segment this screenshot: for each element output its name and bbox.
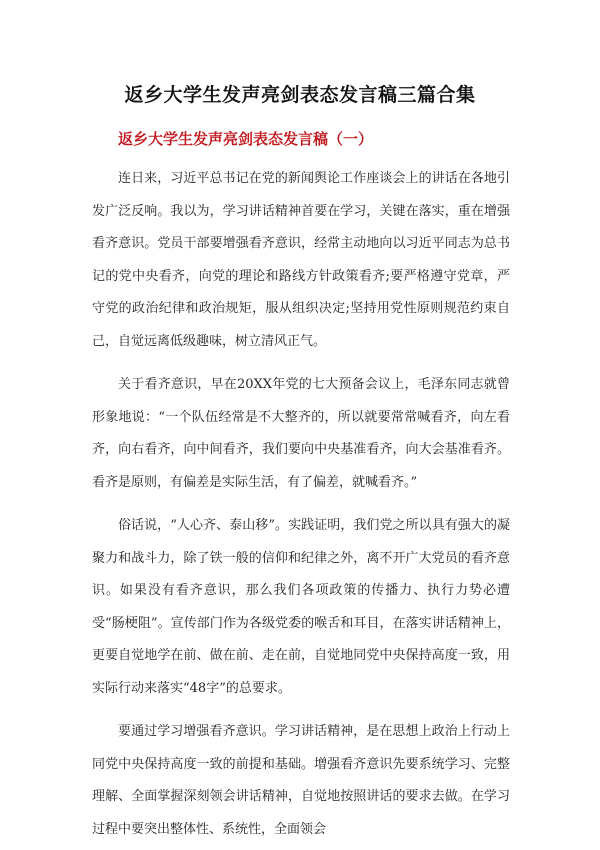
document-title: 返乡大学生发声亮剑表态发言稿三篇合集 — [124, 84, 476, 106]
paragraph: 关于看齐意识，早在20XX年党的七大预备会议上，毛泽东同志就曾形象地说：“一个队伍经常是不大整齐的，所以就要常常喊看齐，向左看齐，向右看齐，向中间看齐，我们要向中央基准看齐，向大会基准看齐。看齐是原则，有偏差是实际生活，有了偏差，就喊看齐。” — [92, 377, 510, 490]
paragraph: 要通过学习增强看齐意识。学习讲话精神，是在思想上政治上行动上同党中央保持高度一致的前提和基础。增强看齐意识先要系统学习、完整理解、全面掌握深刻领会讲话精神，自觉地按照讲话的要求去做。在学习过程中要突出整体性、系统性，全面领会 — [92, 724, 510, 837]
paragraph: 连日来，习近平总书记在党的新闻舆论工作座谈会上的讲话在各地引发广泛反响。我以为，学习讲话精神首要在学习，关键在落实，重在增强看齐意识。党员干部要增强看齐意识，经常主动地向以习近平同志为总书记的党中央看齐，向党的理论和路线方针政策看齐;要严格遵守党章，严守党的政治纪律和政治规矩，服从组织决定;坚持用党性原则规范约束自己，自觉远离低级趣味，树立清风正气。 — [92, 171, 510, 349]
paragraph: 俗话说，“人心齐、泰山移”。实践证明，我们党之所以具有强大的凝聚力和战斗力，除了铁一般的信仰和纪律之外，离不开广大党员的看齐意识。如果没有看齐意识，那么我们各项政策的传播力、执行力势必遭受“肠梗阻”。宣传部门作为各级党委的喉舌和耳目，在落实讲话精神上，更要自觉地学在前、做在前、走在前，自觉地同党中央保持高度一致，用实际行动来落实“48字”的总要求。 — [92, 518, 510, 696]
section-heading: 返乡大学生发声亮剑表态发言稿（一） — [118, 130, 374, 148]
body-text — [92, 163, 510, 846]
